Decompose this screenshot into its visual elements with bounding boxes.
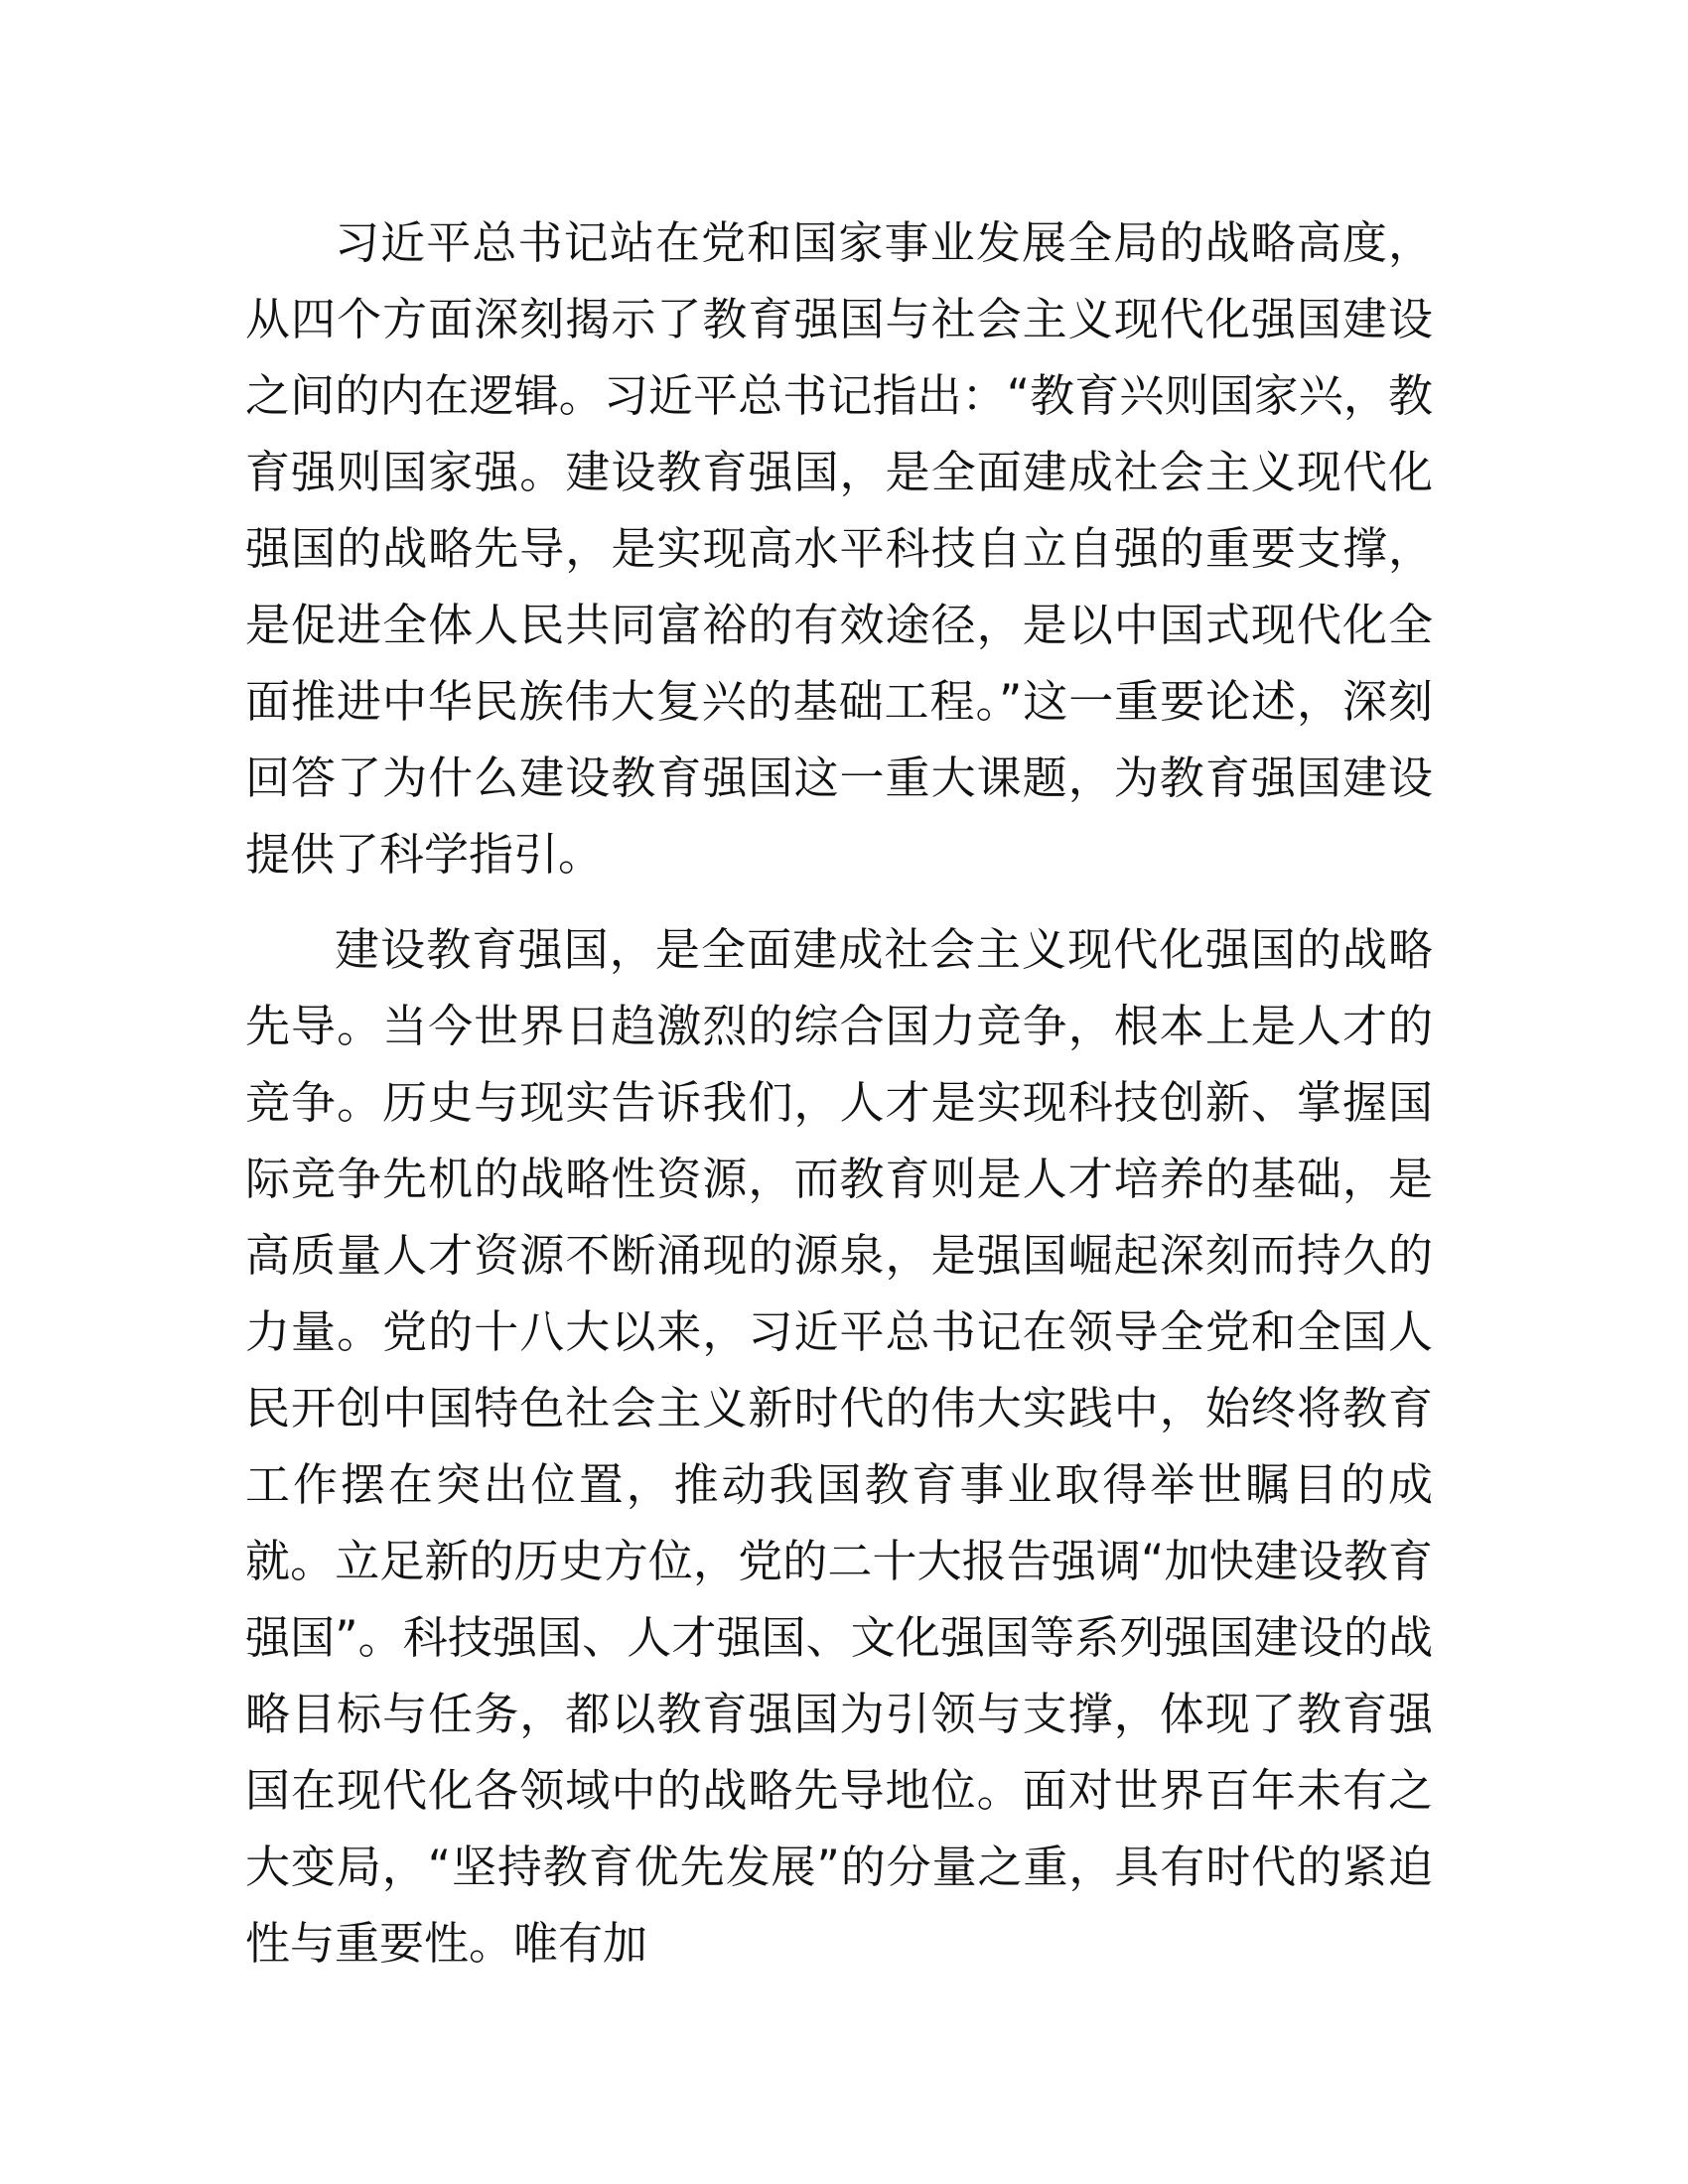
paragraph-1: 习近平总书记站在党和国家事业发展全局的战略高度，从四个方面深刻揭示了教育强国与社会主义现代化强国建设之间的内在逻辑。习近平总书记指出：“教育兴则国家兴，教育强则国家强。建设教育强国，是全面建成社会主义现代化强国的战略先导，是实现高水平科技自立自强的重要支撑，是促进全体人民共同富裕的有效途径，是以中国式现代化全面推进中华民族伟大复兴的基础工程。”这一重要论述，深刻回答了为什么建设教育强国这一重大课题，为教育强国建设提供了科学指引。 (245, 216, 1433, 881)
paragraph-2: 建设教育强国，是全面建成社会主义现代化强国的战略先导。当今世界日趋激烈的综合国力竞争，根本上是人才的竞争。历史与现实告诉我们，人才是实现科技创新、掌握国际竞争先机的战略性资源，而教育则是人才培养的基础，是高质量人才资源不断涌现的源泉，是强国崛起深刻而持久的力量。党的十八大以来，习近平总书记在领导全党和全国人民开创中国特色社会主义新时代的伟大实践中，始终将教育工作摆在突出位置，推动我国教育事业取得举世瞩目的成就。立足新的历史方位，党的二十大报告强调“加快建设教育强国”。科技强国、人才强国、文化强国等系列强国建设的战略目标与任务，都以教育强国为引领与支撑，体现了教育强国在现代化各领域中的战略先导地位。面对世界百年未有之大变局，“坚持教育优先发展”的分量之重，具有时代的紧迫性与重要性。唯有加 (245, 923, 1433, 1970)
document-body (245, 205, 1433, 1981)
